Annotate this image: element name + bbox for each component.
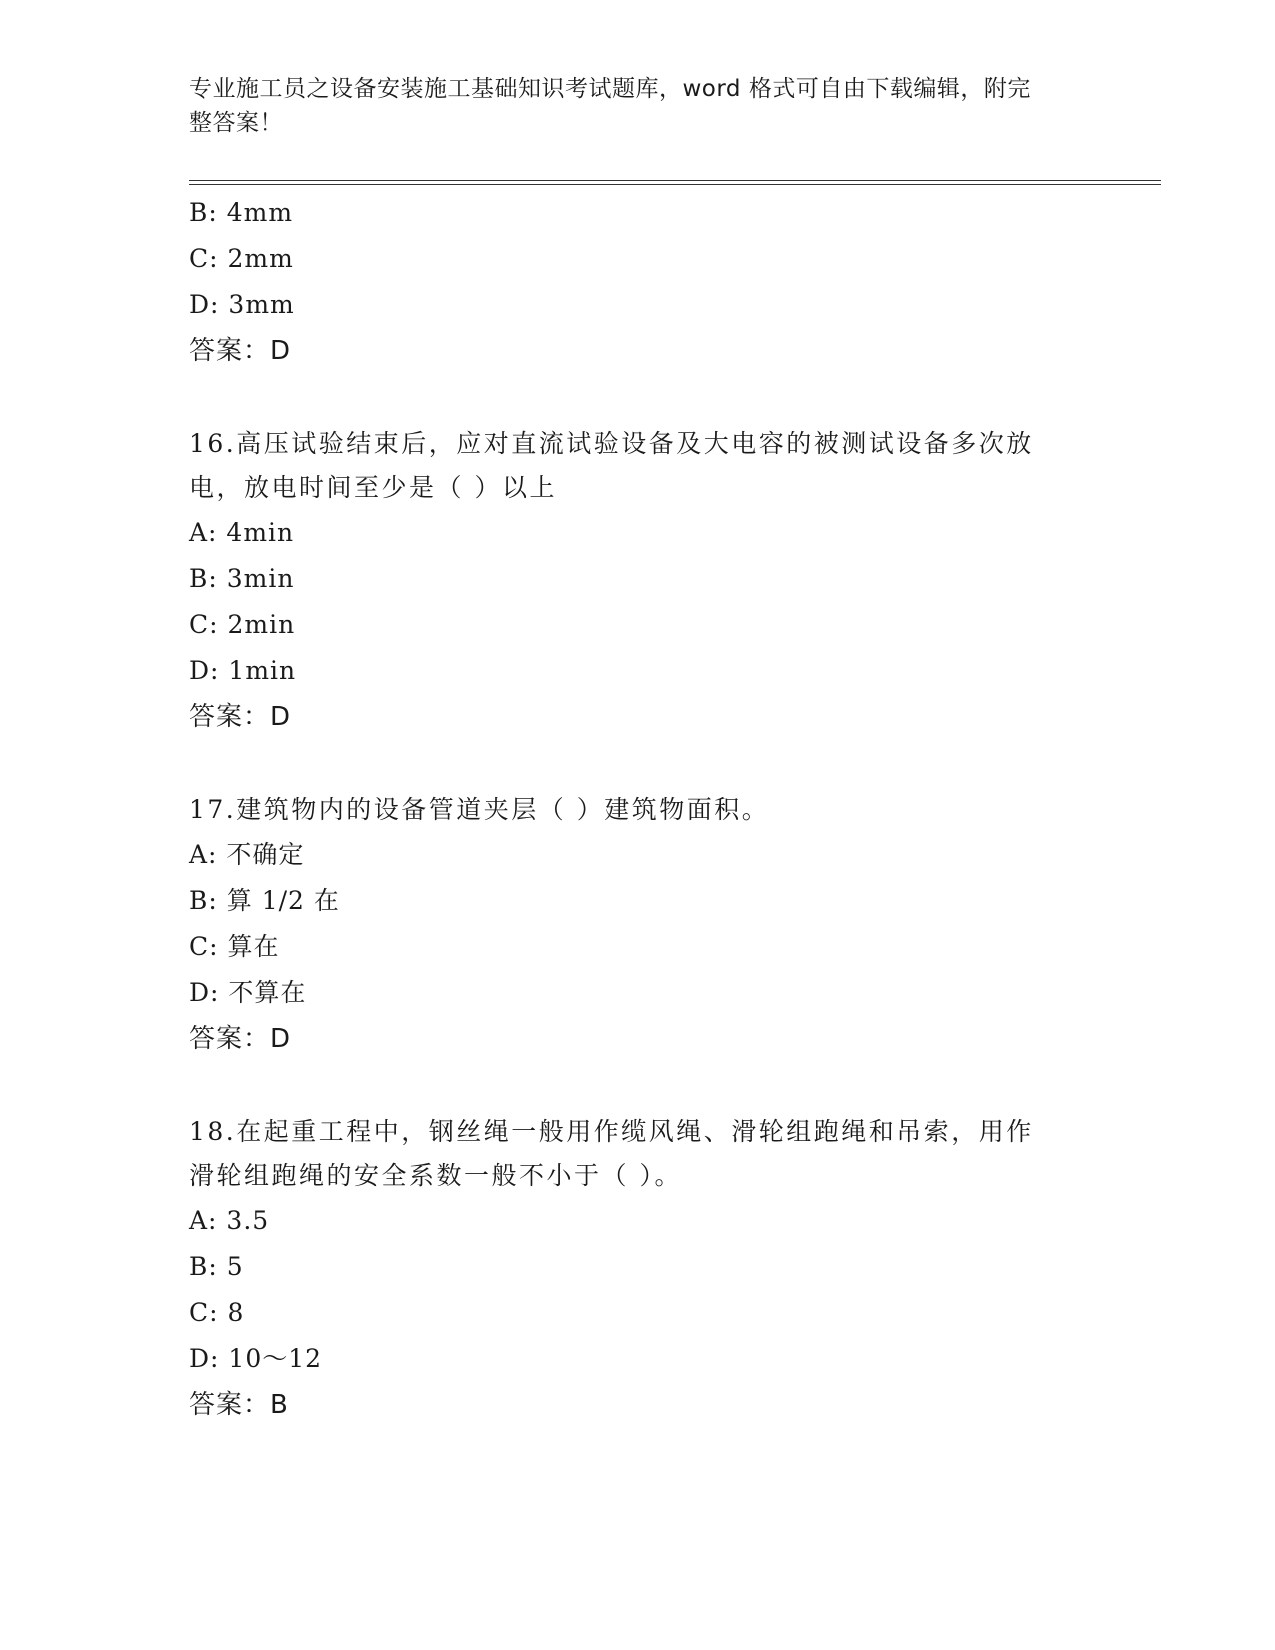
option-d: D: 10～12 bbox=[189, 1344, 323, 1373]
question-17 bbox=[189, 788, 1089, 1062]
spacer bbox=[189, 374, 1089, 422]
option-d: D: 3mm bbox=[189, 290, 295, 319]
option-c: C: 2mm bbox=[189, 244, 294, 273]
question-list bbox=[189, 190, 1089, 1428]
option-c: C: 2min bbox=[189, 610, 296, 639]
spacer bbox=[189, 740, 1089, 788]
option-d: D: 不算在 bbox=[189, 978, 307, 1007]
question-16 bbox=[189, 422, 1089, 740]
question-text-line-2: 电，放电时间至少是（ ）以上 bbox=[189, 473, 557, 502]
header-divider-bottom bbox=[189, 184, 1161, 185]
previous-question-options bbox=[189, 190, 1089, 374]
answer-line: 答案：D bbox=[189, 702, 292, 732]
option-b: B: 4mm bbox=[189, 198, 294, 227]
question-text-line-1: 17.建筑物内的设备管道夹层（ ）建筑物面积。 bbox=[189, 795, 770, 824]
option-c: C: 算在 bbox=[189, 932, 280, 961]
question-text-line-2: 滑轮组跑绳的安全系数一般不小于（ ）。 bbox=[189, 1161, 682, 1190]
option-a: A: 3.5 bbox=[189, 1206, 270, 1235]
question-text bbox=[189, 1110, 1089, 1198]
question-text-line-1: 16.高压试验结束后，应对直流试验设备及大电容的被测试设备多次放 bbox=[189, 429, 1034, 458]
option-b: B: 3min bbox=[189, 564, 295, 593]
answer-line: 答案：B bbox=[189, 1390, 289, 1420]
spacer bbox=[189, 1062, 1089, 1110]
option-a: A: 4min bbox=[189, 518, 295, 547]
document-header bbox=[189, 72, 1089, 140]
option-b: B: 算 1/2 在 bbox=[189, 886, 340, 915]
option-a: A: 不确定 bbox=[189, 840, 305, 869]
question-text-line-1: 18.在起重工程中，钢丝绳一般用作缆风绳、滑轮组跑绳和吊索，用作 bbox=[189, 1117, 1034, 1146]
option-d: D: 1min bbox=[189, 656, 297, 685]
answer-line: 答案：D bbox=[189, 336, 292, 366]
header-line-1: 专业施工员之设备安装施工基础知识考试题库，word 格式可自由下载编辑，附完 bbox=[189, 76, 1031, 102]
header-divider-top bbox=[189, 180, 1161, 181]
question-text bbox=[189, 422, 1089, 510]
option-c: C: 8 bbox=[189, 1298, 245, 1327]
question-text bbox=[189, 788, 1089, 832]
question-18 bbox=[189, 1110, 1089, 1428]
header-line-2: 整答案！ bbox=[189, 110, 283, 136]
option-b: B: 5 bbox=[189, 1252, 244, 1281]
answer-line: 答案：D bbox=[189, 1024, 292, 1054]
